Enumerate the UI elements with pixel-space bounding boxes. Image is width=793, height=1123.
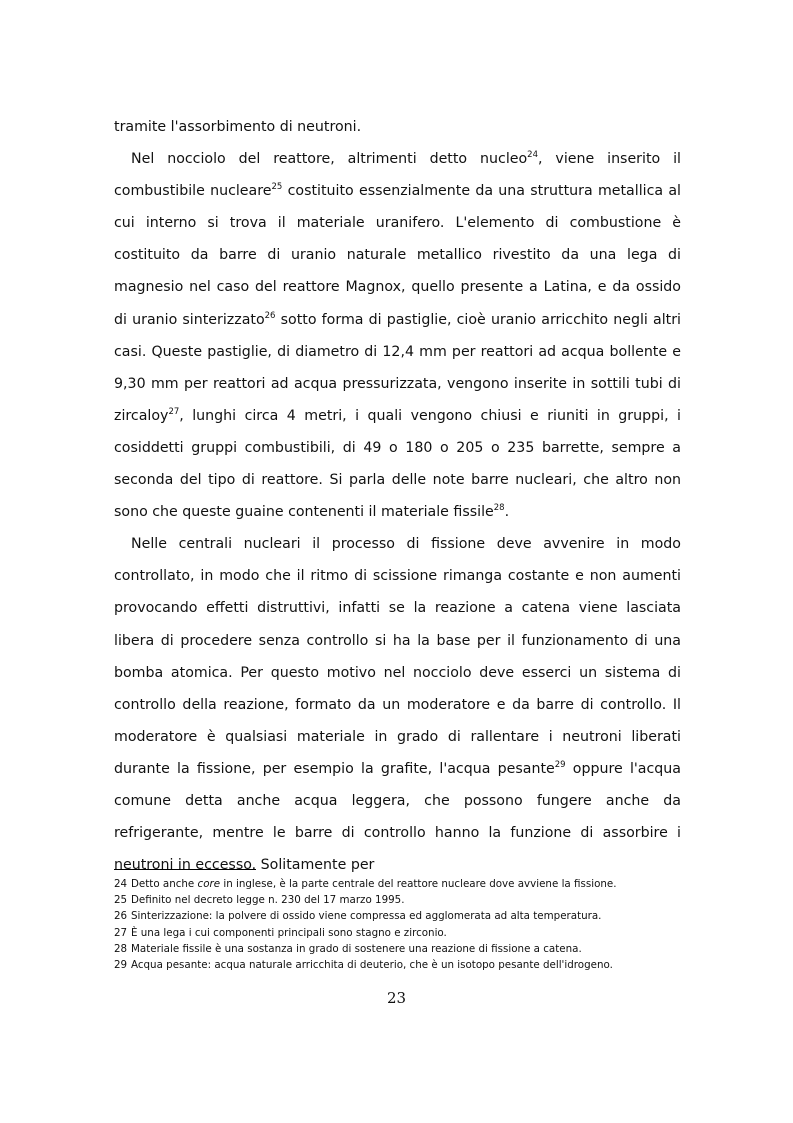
footnote-reference: 24 — [527, 150, 538, 161]
text-run: Materiale fissile è una sostanza in grado di sostenere una reazione di fissione a catena. — [131, 942, 582, 955]
emphasis-text: core — [197, 878, 221, 890]
text-run: oppure l'acqua comune detta anche acqua leggera, che possono fungere anche da refrigerante, mentre le barre di controllo hanno la funzione di assorbire i neutroni in eccesso. Solitamente per — [114, 760, 681, 874]
footnote-text — [131, 941, 582, 957]
footnote — [114, 925, 681, 941]
text-run: Nel nocciolo del reattore, altrimenti detto nucleo — [131, 151, 528, 168]
footnote-text — [131, 957, 613, 973]
text-run: Acqua pesante: acqua naturale arricchita di deuterio, che è un isotopo pesante dell'idrogeno. — [131, 959, 613, 972]
text-run: costituito essenzialmente da una struttura metallica al cui interno si trova il materiale uranifero. L'elemento di combustione è costituito da barre di uranio naturale metallico rivestito da una lega di magnesio nel caso del reattore Magnox, quello presente a Latina, e da ossido di uranio sinterizzato — [114, 183, 681, 328]
footnote-number: 29 — [114, 959, 128, 972]
footnotes — [114, 876, 681, 973]
text-run: Detto anche — [131, 878, 198, 890]
body-text — [114, 111, 681, 881]
page-number: 23 — [386, 989, 407, 1007]
text-run: È una lega i cui componenti principali sono stagno e zirconio. — [131, 926, 447, 939]
footnote-separator — [114, 869, 256, 870]
footnote-reference: 28 — [493, 503, 505, 514]
footnote-text — [131, 876, 617, 892]
footnote-reference: 26 — [264, 310, 276, 321]
text-run: Sinterizzazione: la polvere di ossido viene compressa ed agglomerata ad alta temperatura. — [131, 910, 602, 923]
footnote-reference: 27 — [168, 406, 180, 417]
text-run: , lunghi circa 4 metri, i quali vengono chiusi e riuniti in gruppi, i cosiddetti gruppi combustibili, di 49 o 180 o 205 o 235 barrette, sempre a seconda del tipo di reattore. Si parla delle note barre nucleari, che altro non sono che queste guaine contenenti il materiale fissile — [114, 407, 681, 521]
footnote-number: 28 — [114, 942, 128, 955]
footnote-number: 26 — [114, 910, 128, 923]
footnote-number: 24 — [114, 878, 128, 890]
footnote — [114, 876, 681, 892]
footnote-number: 25 — [114, 894, 128, 907]
footnote — [114, 892, 681, 908]
footnote-number: 27 — [114, 926, 128, 939]
paragraph — [114, 111, 681, 143]
text-run: tramite l'assorbimento di neutroni. — [114, 119, 362, 135]
paragraph — [114, 143, 681, 528]
text-run: Nelle centrali nucleari il processo di fissione deve avvenire in modo controllato, in modo che il ritmo di scissione rimanga costante e non aumenti provocando effetti distruttivi, infatti se la reazione a catena viene lasciata libera di procedere senza controllo si ha la base per il funzionamento di una bomba atomica. Per questo motivo nel nocciolo deve esserci un sistema di controllo della reazione, formato da un moderatore e da barre di controllo. Il moderatore è qualsiasi materiale in grado di rallentare i neutroni liberati durante la fissione, per esempio la grafite, l'acqua pesante — [114, 536, 681, 777]
footnote-reference: 29 — [554, 759, 566, 770]
text-run: Definito nel decreto legge n. 230 del 17 marzo 1995. — [131, 894, 405, 907]
text-run: . — [504, 504, 510, 521]
footnote — [114, 908, 681, 924]
footnote-text — [131, 908, 601, 924]
text-run: sotto forma di pastiglie, cioè uranio arricchito negli altri casi. Queste pastiglie, di diametro di 12,4 mm per reattori ad acqua bollente e 9,30 mm per reattori ad acqua pressurizzata, vengono inserite in sottili tubi di zircaloy — [114, 311, 681, 424]
text-run: in inglese, è la parte centrale del reattore nucleare dove avviene la fissione. — [220, 878, 617, 890]
footnote — [114, 957, 681, 973]
footnote-reference: 25 — [271, 182, 283, 193]
footnote — [114, 941, 681, 957]
paragraph — [114, 528, 681, 881]
footnote-text — [131, 925, 447, 941]
text-run: , viene inserito il combustibile nucleare — [114, 151, 681, 200]
footnote-text — [131, 892, 405, 908]
